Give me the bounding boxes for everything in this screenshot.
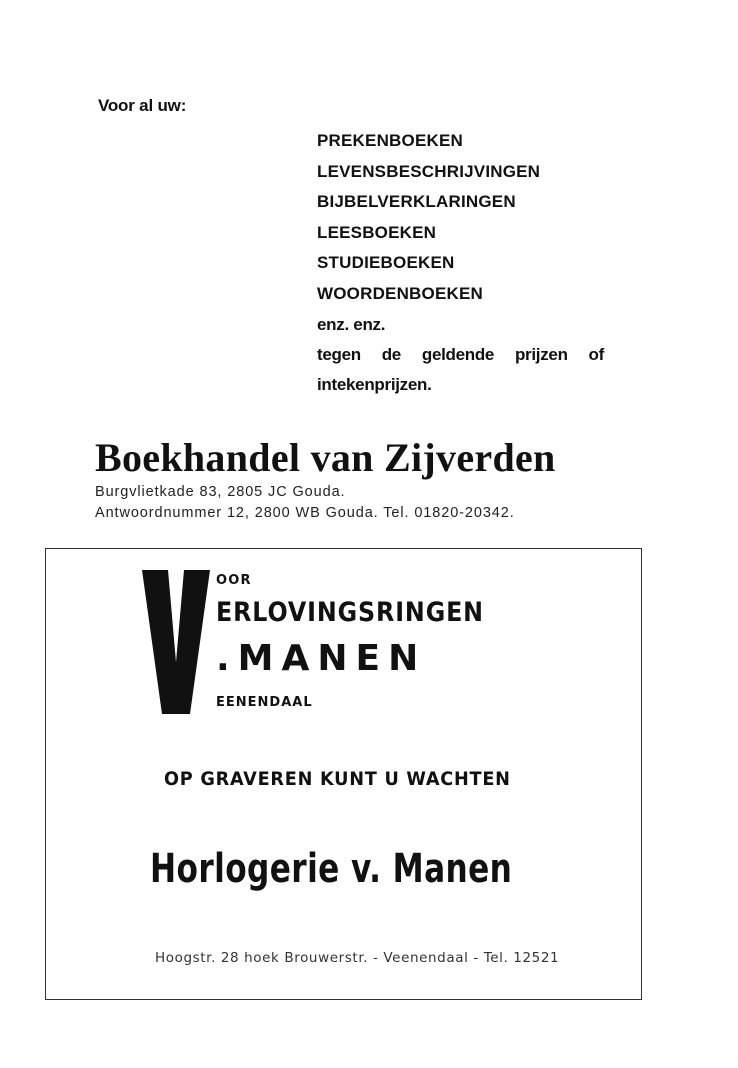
list-item: LEVENSBESCHRIJVINGEN — [317, 161, 541, 181]
list-item: WOORDENBOEKEN — [317, 283, 483, 303]
logo-text-line-3: .MANEN — [216, 638, 427, 679]
bookshop-address-line-1: Burgvlietkade 83, 2805 JC Gouda. — [95, 484, 346, 500]
book-category-list — [317, 126, 607, 310]
etc-text: enz. enz. — [317, 315, 386, 334]
watch-shop-name: Horlogerie v. Manen — [150, 846, 513, 892]
logo-text-line-2: ERLOVINGSRINGEN — [216, 597, 484, 628]
watch-shop-address: Hoogstr. 28 hoek Brouwerstr. - Veenendaal - Tel. 12521 — [155, 950, 560, 966]
large-v-logo-icon — [142, 570, 210, 714]
price-text-line-2: intekenprijzen. — [317, 375, 432, 394]
list-item: LEESBOEKEN — [317, 222, 437, 242]
list-item: PREKENBOEKEN — [317, 131, 463, 150]
list-item: BIJBELVERKLARINGEN — [317, 192, 516, 212]
list-item: STUDIEBOEKEN — [317, 253, 455, 273]
price-text-line-1: tegen de geldende prijzen of — [317, 345, 604, 364]
engraving-slogan: OP GRAVEREN KUNT U WACHTEN — [164, 768, 511, 790]
bookshop-name: Boekhandel van Zijverden — [95, 435, 556, 480]
bookshop-address-line-2: Antwoordnummer 12, 2800 WB Gouda. Tel. 01820-20342. — [95, 505, 515, 521]
logo-text-line-4: EENENDAAL — [216, 695, 313, 710]
ad-intro: Voor al uw: — [98, 96, 187, 115]
logo-text-line-1: OOR — [216, 573, 252, 588]
